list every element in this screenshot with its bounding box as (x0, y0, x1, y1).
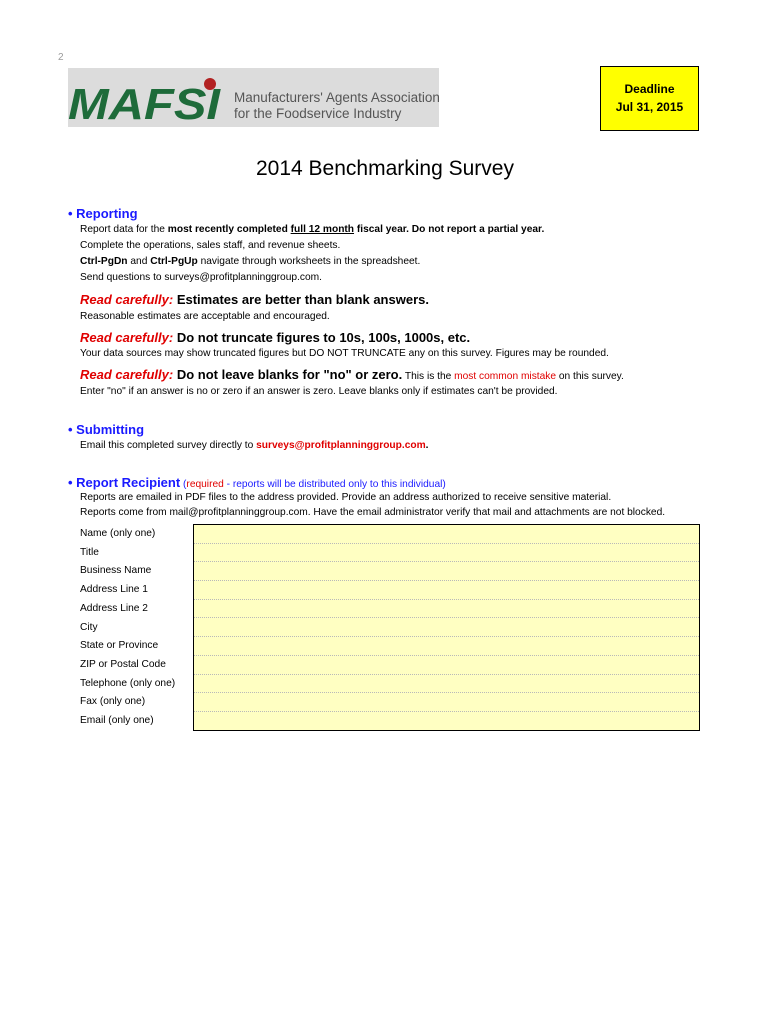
read-carefully-1: Read carefully: Estimates are better than blank answers. (80, 292, 429, 307)
reporting-line-4: Send questions to surveys@profitplanninggroup.com. (80, 272, 322, 283)
form-input-title[interactable] (194, 544, 699, 563)
form-label-telephone-only-one: Telephone (only one) (80, 677, 176, 689)
form-input-name-only-one[interactable] (194, 525, 699, 544)
read-carefully-3-sub: Enter "no" if an answer is no or zero if an answer is zero. Leave blanks only if estimates can't be provided. (80, 386, 558, 397)
form-label-address-line-1: Address Line 1 (80, 584, 148, 596)
form-label-email-only-one: Email (only one) (80, 715, 154, 726)
logo-line-1: Manufacturers' Agents Association (234, 90, 440, 105)
mafsi-wordmark-logo (68, 75, 228, 125)
reporting-heading: • Reporting (68, 206, 138, 221)
mafsi-logo (68, 68, 439, 127)
form-label-name-only-one: Name (only one) (80, 528, 156, 539)
submitting-line: Email this completed survey directly to surveys@profitplanninggroup.com. (80, 440, 429, 451)
deadline-box (600, 66, 699, 131)
form-input-telephone-only-one[interactable] (194, 675, 699, 694)
form-input-address-line-1[interactable] (194, 581, 699, 600)
read-carefully-2: Read carefully: Do not truncate figures to 10s, 100s, 1000s, etc. (80, 330, 471, 345)
deadline-label: Deadline (624, 82, 675, 96)
form-label-state-or-province: State or Province (80, 640, 159, 652)
submitting-heading: • Submitting (68, 422, 145, 437)
read-carefully-1-sub: Reasonable estimates are acceptable and encouraged. (80, 311, 330, 322)
page-title: 2014 Benchmarking Survey (256, 157, 514, 180)
form-label-address-line-2: Address Line 2 (80, 602, 148, 614)
page-number: 2 (58, 52, 64, 63)
form-label-title: Title (80, 546, 99, 558)
reporting-line-2: Complete the operations, sales staff, and revenue sheets. (80, 240, 341, 251)
form-label-fax-only-one: Fax (only one) (80, 696, 146, 708)
form-input-business-name[interactable] (194, 562, 699, 581)
form-input-zip-or-postal-code[interactable] (194, 656, 699, 675)
form-input-state-or-province[interactable] (194, 637, 699, 656)
form-label-zip-or-postal-code: ZIP or Postal Code (80, 658, 166, 670)
recipient-line-1: Reports are emailed in PDF files to the address provided. Provide an address authorized to receive sensitive material. (80, 492, 612, 503)
logo-line-2: for the Foodservice Industry (234, 106, 402, 121)
form-input-city[interactable] (194, 619, 699, 638)
logo-wordmark-text: MAFSI (68, 80, 221, 125)
recipient-heading: • Report Recipient (required - reports will be distributed only to this individual) (68, 475, 446, 490)
recipient-form-inputs (193, 524, 700, 731)
form-label-city: City (80, 621, 98, 633)
read-carefully-3: Read carefully: Do not leave blanks for "no" or zero. This is the most common mistake on this survey. (80, 367, 624, 382)
recipient-line-2: Reports come from mail@profitplanninggroup.com. Have the email administrator verify that mail and attachments are not blocked. (80, 507, 666, 518)
form-label-business-name: Business Name (80, 565, 152, 577)
form-input-address-line-2[interactable] (194, 600, 699, 619)
reporting-line-1: Report data for the most recently completed full 12 month fiscal year. Do not report a partial year. (80, 224, 545, 235)
reporting-line-3: Ctrl-PgDn and Ctrl-PgUp navigate through worksheets in the spreadsheet. (80, 256, 421, 267)
read-carefully-2-sub: Your data sources may show truncated figures but DO NOT TRUNCATE any on this survey. Figures may be rounded. (80, 348, 609, 359)
submit-email-link[interactable]: surveys@profitplanninggroup.com (256, 440, 426, 451)
form-input-email-only-one[interactable] (194, 712, 699, 731)
form-input-fax-only-one[interactable] (194, 693, 699, 712)
deadline-date: Jul 31, 2015 (615, 100, 684, 114)
